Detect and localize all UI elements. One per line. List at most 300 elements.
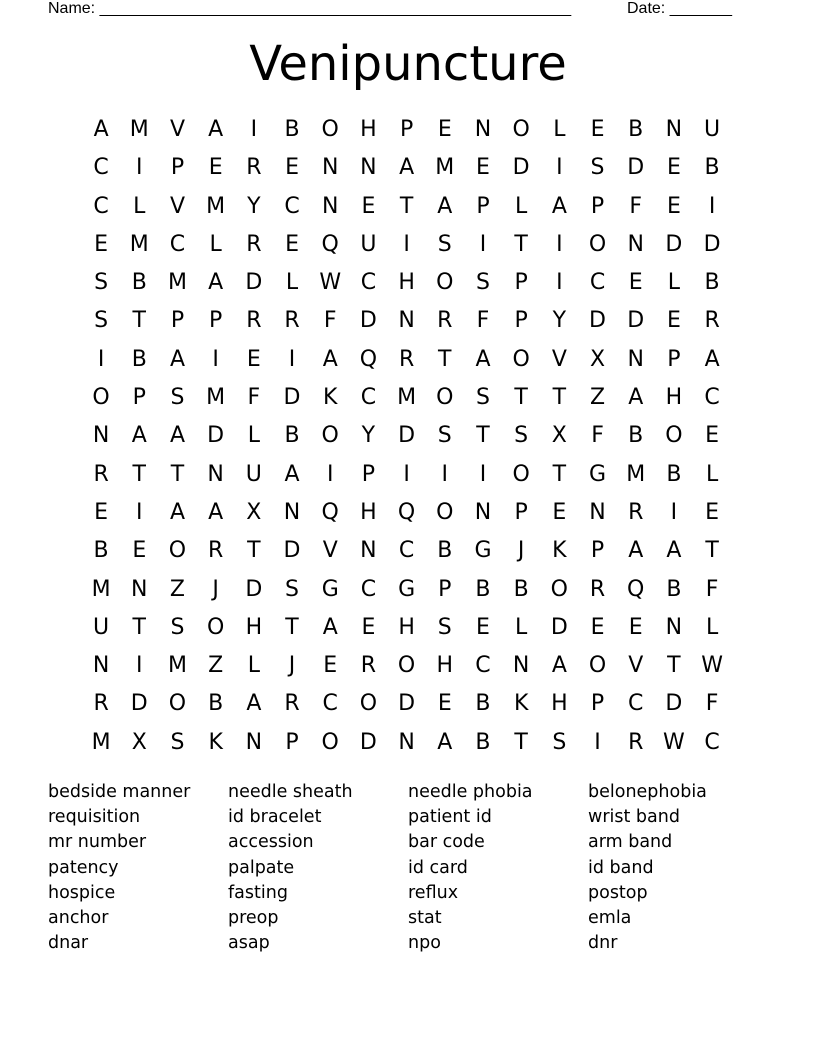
grid-cell[interactable]: B [666, 576, 682, 602]
grid-cell[interactable]: X [551, 423, 567, 449]
grid-cell[interactable]: D [627, 308, 645, 334]
grid-cell[interactable]: M [129, 231, 149, 257]
grid-cell[interactable]: F [323, 308, 337, 334]
grid-cell[interactable]: B [131, 270, 147, 296]
grid-cell[interactable]: P [399, 117, 414, 142]
grid-cell[interactable]: B [131, 346, 147, 372]
word-list-item: patient id [408, 807, 492, 828]
grid-cell[interactable]: G [474, 538, 492, 564]
grid-cell[interactable]: D [665, 231, 683, 257]
grid-cell[interactable]: Y [247, 193, 261, 219]
grid-cell[interactable]: A [322, 346, 338, 372]
grid-cell[interactable]: E [476, 614, 490, 640]
word-list-item: needle phobia [408, 782, 533, 802]
grid-cell[interactable]: E [246, 346, 261, 372]
grid-cell[interactable]: X [589, 346, 606, 372]
grid-cell[interactable]: A [475, 346, 491, 372]
grid-cell[interactable]: Q [397, 499, 416, 525]
grid-cell[interactable]: W [663, 729, 685, 755]
grid-cell[interactable]: A [437, 729, 453, 755]
grid-cell[interactable]: B [704, 155, 720, 181]
grid-cell[interactable]: K [552, 538, 567, 564]
grid-cell[interactable]: P [514, 270, 528, 296]
grid-cell[interactable]: O [512, 461, 530, 487]
grid-cell[interactable]: T [476, 423, 490, 449]
grid-cell[interactable]: E [476, 155, 490, 181]
grid-cell[interactable]: O [436, 270, 454, 296]
grid-cell[interactable]: S [170, 729, 185, 755]
grid-cell[interactable]: O [168, 538, 187, 564]
grid-cell[interactable]: I [326, 461, 334, 487]
grid-cell[interactable]: F [705, 691, 719, 717]
grid-cell[interactable]: R [208, 538, 224, 564]
grid-cell[interactable]: L [209, 231, 222, 257]
grid-cell[interactable]: B [208, 691, 224, 717]
grid-cell[interactable]: C [322, 691, 338, 717]
grid-cell[interactable]: G [589, 461, 607, 487]
grid-cell[interactable]: A [704, 346, 720, 372]
grid-cell[interactable]: L [667, 270, 681, 296]
grid-cell[interactable]: O [436, 385, 454, 411]
grid-cell[interactable]: R [437, 308, 453, 334]
grid-cell[interactable]: C [589, 270, 606, 296]
grid-cell[interactable]: T [514, 231, 528, 257]
grid-cell[interactable]: T [514, 385, 528, 411]
grid-cell[interactable]: E [361, 614, 376, 640]
grid-cell[interactable]: A [322, 614, 338, 640]
grid-cell[interactable]: I [479, 231, 487, 257]
grid-cell[interactable]: G [321, 576, 339, 602]
grid-cell[interactable]: P [514, 308, 528, 334]
word-list-item: preop [228, 907, 279, 928]
grid-cell[interactable]: O [512, 117, 530, 142]
grid-cell[interactable]: N [627, 346, 644, 372]
grid-cell[interactable]: H [665, 385, 683, 411]
grid-cell[interactable]: D [703, 231, 721, 257]
grid-cell[interactable]: V [322, 538, 338, 564]
grid-cell[interactable]: L [553, 117, 566, 142]
grid-cell[interactable]: A [208, 270, 224, 296]
grid-cell[interactable]: D [512, 155, 530, 181]
grid-cell[interactable]: N [398, 729, 415, 755]
grid-cell[interactable]: C [704, 729, 720, 755]
grid-cell[interactable]: M [626, 461, 646, 487]
grid-cell[interactable]: S [437, 423, 452, 449]
grid-cell[interactable]: O [92, 385, 110, 411]
grid-cell[interactable]: X [131, 729, 147, 755]
grid-cell[interactable]: I [441, 461, 449, 487]
grid-cell[interactable]: P [361, 461, 376, 487]
grid-cell[interactable]: S [475, 270, 490, 296]
grid-cell[interactable]: D [550, 614, 568, 640]
grid-cell[interactable]: R [246, 155, 262, 181]
grid-cell[interactable]: H [360, 499, 377, 525]
grid-cell[interactable]: I [136, 653, 143, 679]
grid-cell[interactable]: T [514, 729, 528, 755]
grid-cell[interactable]: Z [169, 576, 185, 602]
grid-cell[interactable]: L [705, 461, 719, 487]
grid-cell[interactable]: R [246, 231, 262, 257]
grid-cell[interactable]: F [629, 193, 643, 219]
grid-cell[interactable]: I [136, 155, 143, 181]
grid-cell[interactable]: I [403, 231, 410, 257]
grid-cell[interactable]: A [551, 653, 567, 679]
grid-cell[interactable]: A [551, 193, 567, 219]
grid-cell[interactable]: Z [208, 653, 224, 679]
grid-cell[interactable]: E [285, 231, 299, 257]
grid-cell[interactable]: A [169, 499, 185, 525]
grid-cell[interactable]: E [666, 155, 681, 181]
grid-cell[interactable]: O [588, 653, 607, 679]
grid-cell[interactable]: T [132, 461, 146, 487]
grid-cell[interactable]: M [167, 270, 187, 296]
grid-cell[interactable]: A [208, 499, 224, 525]
grid-cell[interactable]: Q [359, 346, 378, 372]
grid-cell[interactable]: O [206, 614, 225, 640]
grid-cell[interactable]: N [398, 308, 415, 334]
grid-cell[interactable]: E [94, 499, 109, 525]
grid-cell[interactable]: E [666, 193, 681, 219]
grid-cell[interactable]: I [556, 155, 563, 181]
grid-cell[interactable]: N [283, 499, 301, 525]
grid-cell[interactable]: N [92, 423, 110, 449]
grid-cell[interactable]: D [283, 538, 301, 564]
grid-cell[interactable]: J [517, 538, 525, 564]
grid-cell[interactable]: M [435, 155, 455, 181]
grid-cell[interactable]: C [475, 653, 491, 679]
grid-cell[interactable]: M [129, 117, 149, 142]
grid-cell[interactable]: R [589, 576, 606, 602]
grid-cell[interactable]: K [323, 385, 338, 411]
grid-cell[interactable]: J [288, 653, 296, 679]
grid-cell[interactable]: C [360, 270, 377, 296]
grid-cell[interactable]: O [321, 729, 339, 755]
grid-cell[interactable]: E [437, 691, 452, 717]
grid-cell[interactable]: P [170, 308, 185, 334]
grid-cell[interactable]: S [94, 270, 109, 296]
grid-cell[interactable]: R [246, 308, 262, 334]
grid-cell[interactable]: J [212, 576, 219, 602]
grid-cell[interactable]: T [399, 193, 414, 219]
grid-cell[interactable]: O [359, 691, 378, 717]
grid-cell[interactable]: I [594, 729, 601, 755]
grid-cell[interactable]: N [321, 155, 339, 181]
grid-cell[interactable]: I [250, 117, 258, 142]
grid-cell[interactable]: N [474, 499, 492, 525]
grid-cell[interactable]: A [284, 461, 300, 487]
grid-cell[interactable]: Q [321, 499, 339, 525]
grid-cell[interactable]: C [360, 576, 377, 602]
grid-cell[interactable]: C [628, 691, 644, 717]
grid-cell[interactable]: E [285, 155, 299, 181]
grid-cell[interactable]: L [515, 614, 528, 640]
grid-cell[interactable]: G [398, 576, 416, 602]
grid-cell[interactable]: I [97, 346, 105, 372]
grid-cell[interactable]: B [93, 538, 109, 564]
grid-cell[interactable]: S [552, 729, 567, 755]
grid-cell[interactable]: Z [589, 385, 606, 411]
grid-cell[interactable]: C [93, 193, 109, 219]
grid-cell[interactable]: H [436, 653, 454, 679]
grid-cell[interactable]: D [245, 576, 263, 602]
grid-cell[interactable]: N [512, 653, 530, 679]
grid-cell[interactable]: A [399, 155, 415, 181]
grid-cell[interactable]: O [168, 691, 187, 717]
grid-cell[interactable]: B [284, 423, 300, 449]
grid-cell[interactable]: D [245, 270, 263, 296]
grid-cell[interactable]: M [91, 729, 111, 755]
grid-cell[interactable]: H [360, 117, 377, 142]
grid-cell[interactable]: T [438, 346, 452, 372]
grid-cell[interactable]: W [701, 653, 723, 679]
grid-cell[interactable]: R [360, 653, 377, 679]
grid-cell[interactable]: A [169, 346, 185, 372]
grid-cell[interactable]: A [246, 691, 262, 717]
grid-cell[interactable]: K [208, 729, 223, 755]
grid-cell[interactable]: A [208, 117, 224, 142]
grid-cell[interactable]: A [666, 538, 682, 564]
grid-cell[interactable]: B [437, 538, 453, 564]
grid-cell[interactable]: S [170, 614, 185, 640]
grid-cell[interactable]: S [475, 385, 490, 411]
grid-cell[interactable]: T [247, 538, 261, 564]
grid-cell[interactable]: V [169, 193, 185, 219]
grid-cell[interactable]: A [169, 423, 185, 449]
grid-cell[interactable]: P [285, 729, 299, 755]
grid-cell[interactable]: R [284, 691, 300, 717]
word-list-item: needle sheath [228, 782, 353, 802]
date-field[interactable]: Date: _______ [627, 0, 732, 17]
grid-cell[interactable]: V [169, 117, 185, 142]
word-list-item: id bracelet [228, 807, 322, 828]
grid-cell[interactable]: L [515, 193, 528, 219]
grid-cell[interactable]: M [91, 576, 111, 602]
grid-cell[interactable]: B [666, 461, 682, 487]
grid-cell[interactable]: L [247, 653, 260, 679]
grid-cell[interactable]: I [212, 346, 219, 372]
grid-cell[interactable]: O [321, 117, 339, 142]
grid-cell[interactable]: R [398, 346, 415, 372]
grid-cell[interactable]: R [93, 691, 109, 717]
grid-cell[interactable]: N [92, 653, 110, 679]
grid-cell[interactable]: S [590, 155, 605, 181]
grid-cell[interactable]: T [552, 385, 567, 411]
grid-cell[interactable]: Q [321, 231, 339, 257]
grid-cell[interactable]: B [704, 270, 720, 296]
grid-cell[interactable]: C [93, 155, 109, 181]
grid-cell[interactable]: E [208, 155, 223, 181]
grid-cell[interactable]: C [360, 385, 377, 411]
grid-cell[interactable]: A [93, 117, 109, 142]
grid-cell[interactable]: O [665, 423, 683, 449]
grid-cell[interactable]: S [94, 308, 109, 334]
grid-cell[interactable]: N [360, 155, 377, 181]
grid-cell[interactable]: A [628, 538, 644, 564]
grid-cell[interactable]: N [627, 231, 644, 257]
word-list-item: wrist band [588, 807, 680, 828]
grid-cell[interactable]: V [551, 346, 567, 372]
grid-cell[interactable]: N [665, 614, 683, 640]
grid-cell[interactable]: Q [627, 576, 645, 602]
grid-cell[interactable]: K [513, 691, 529, 717]
grid-cell[interactable]: O [550, 576, 568, 602]
grid-cell[interactable]: D [398, 691, 416, 717]
grid-cell[interactable]: H [398, 270, 415, 296]
grid-cell[interactable]: E [132, 538, 147, 564]
grid-cell[interactable]: S [514, 423, 529, 449]
grid-cell[interactable]: E [705, 499, 720, 525]
grid-cell[interactable]: O [321, 423, 339, 449]
grid-cell[interactable]: B [284, 117, 300, 142]
grid-cell[interactable]: T [552, 461, 567, 487]
grid-cell[interactable]: P [590, 691, 605, 717]
grid-cell[interactable]: C [284, 193, 300, 219]
grid-cell[interactable]: U [360, 231, 377, 257]
grid-cell[interactable]: E [666, 308, 681, 334]
grid-cell[interactable]: N [360, 538, 377, 564]
grid-cell[interactable]: U [245, 461, 262, 487]
grid-cell[interactable]: N [207, 461, 224, 487]
grid-cell[interactable]: N [321, 193, 339, 219]
grid-cell[interactable]: T [285, 614, 299, 640]
grid-cell[interactable]: M [397, 385, 417, 411]
grid-cell[interactable]: M [206, 385, 226, 411]
grid-cell[interactable]: L [247, 423, 260, 449]
grid-cell[interactable]: A [628, 385, 644, 411]
grid-cell[interactable]: P [170, 155, 185, 181]
grid-cell[interactable]: S [170, 385, 185, 411]
word-list-item: arm band [588, 832, 673, 853]
grid-cell[interactable]: P [590, 193, 605, 219]
grid-cell[interactable]: E [590, 117, 605, 142]
grid-cell[interactable]: I [556, 231, 563, 257]
grid-cell[interactable]: W [319, 270, 342, 296]
grid-cell[interactable]: E [590, 614, 605, 640]
grid-cell[interactable]: R [93, 461, 109, 487]
grid-cell[interactable]: P [476, 193, 490, 219]
grid-cell[interactable]: F [247, 385, 261, 411]
grid-cell[interactable]: I [479, 461, 487, 487]
grid-cell[interactable]: D [283, 385, 301, 411]
grid-cell[interactable]: R [628, 729, 644, 755]
grid-cell[interactable]: N [665, 117, 683, 142]
grid-cell[interactable]: B [475, 576, 491, 602]
grid-cell[interactable]: T [667, 653, 681, 679]
grid-cell[interactable]: I [708, 193, 716, 219]
grid-cell[interactable]: B [513, 576, 529, 602]
grid-cell[interactable]: V [628, 653, 644, 679]
grid-cell[interactable]: S [285, 576, 300, 602]
word-list-item: id band [588, 857, 654, 878]
grid-cell[interactable]: L [705, 614, 719, 640]
grid-cell[interactable]: F [591, 423, 604, 449]
grid-cell[interactable]: N [245, 729, 263, 755]
grid-cell[interactable]: T [705, 538, 719, 564]
grid-cell[interactable]: I [670, 499, 678, 525]
grid-cell[interactable]: A [437, 193, 453, 219]
grid-cell[interactable]: P [667, 346, 681, 372]
grid-cell[interactable]: E [94, 231, 109, 257]
grid-cell[interactable]: O [436, 499, 454, 525]
grid-cell[interactable]: T [132, 308, 146, 334]
grid-cell[interactable]: B [628, 423, 644, 449]
grid-cell[interactable]: P [132, 385, 146, 411]
grid-cell[interactable]: R [628, 499, 644, 525]
grid-cell[interactable]: H [245, 614, 263, 640]
grid-cell[interactable]: O [512, 346, 530, 372]
grid-cell[interactable]: M [206, 193, 226, 219]
grid-cell[interactable]: D [665, 691, 683, 717]
grid-cell[interactable]: I [556, 270, 563, 296]
grid-cell[interactable]: Y [552, 308, 567, 334]
grid-cell[interactable]: D [359, 729, 377, 755]
grid-cell[interactable]: A [131, 423, 147, 449]
grid-cell[interactable]: F [705, 576, 719, 602]
grid-cell[interactable]: F [476, 308, 490, 334]
grid-cell[interactable]: P [514, 499, 528, 525]
grid-cell[interactable]: H [551, 691, 568, 717]
grid-cell[interactable]: X [246, 499, 262, 525]
grid-cell[interactable]: C [169, 231, 186, 257]
grid-cell[interactable]: I [288, 346, 296, 372]
grid-cell[interactable]: E [705, 423, 720, 449]
grid-cell[interactable]: E [628, 270, 643, 296]
grid-cell[interactable]: P [438, 576, 452, 602]
grid-cell[interactable]: S [437, 614, 452, 640]
grid-cell[interactable]: N [589, 499, 606, 525]
grid-cell[interactable]: D [130, 691, 148, 717]
grid-cell[interactable]: I [136, 499, 143, 525]
grid-cell[interactable]: E [552, 499, 567, 525]
grid-cell[interactable]: E [361, 193, 376, 219]
grid-cell[interactable]: C [704, 385, 720, 411]
grid-cell[interactable]: P [209, 308, 223, 334]
grid-cell[interactable]: E [437, 117, 452, 142]
grid-cell[interactable]: R [704, 308, 720, 334]
grid-cell[interactable]: N [131, 576, 148, 602]
grid-cell[interactable]: Y [361, 423, 376, 449]
grid-cell[interactable]: T [132, 614, 146, 640]
grid-cell[interactable]: R [284, 308, 300, 334]
grid-cell[interactable]: D [589, 308, 606, 334]
grid-cell[interactable]: M [167, 653, 187, 679]
name-field[interactable]: Name: _____________________________________________________ [48, 0, 572, 17]
grid-cell[interactable]: I [403, 461, 410, 487]
grid-cell[interactable]: S [437, 231, 452, 257]
grid-cell[interactable]: B [475, 691, 491, 717]
grid-cell[interactable]: C [398, 538, 415, 564]
grid-cell[interactable]: U [704, 117, 721, 142]
grid-cell[interactable]: D [359, 308, 377, 334]
word-list-item: emla [588, 907, 632, 928]
grid-cell[interactable]: O [397, 653, 416, 679]
grid-cell[interactable]: U [93, 614, 110, 640]
grid-cell[interactable]: H [398, 614, 415, 640]
grid-cell[interactable]: P [590, 538, 605, 564]
grid-cell[interactable]: O [588, 231, 607, 257]
grid-cell[interactable]: B [475, 729, 491, 755]
grid-cell[interactable]: D [207, 423, 225, 449]
grid-cell[interactable]: D [398, 423, 416, 449]
grid-cell[interactable]: T [170, 461, 185, 487]
grid-cell[interactable]: B [628, 117, 644, 142]
grid-cell[interactable]: N [474, 117, 492, 142]
grid-cell[interactable]: D [627, 155, 645, 181]
grid-cell[interactable]: L [285, 270, 299, 296]
grid-cell[interactable]: E [323, 653, 338, 679]
grid-cell[interactable]: L [133, 193, 146, 219]
grid-cell[interactable]: E [628, 614, 643, 640]
